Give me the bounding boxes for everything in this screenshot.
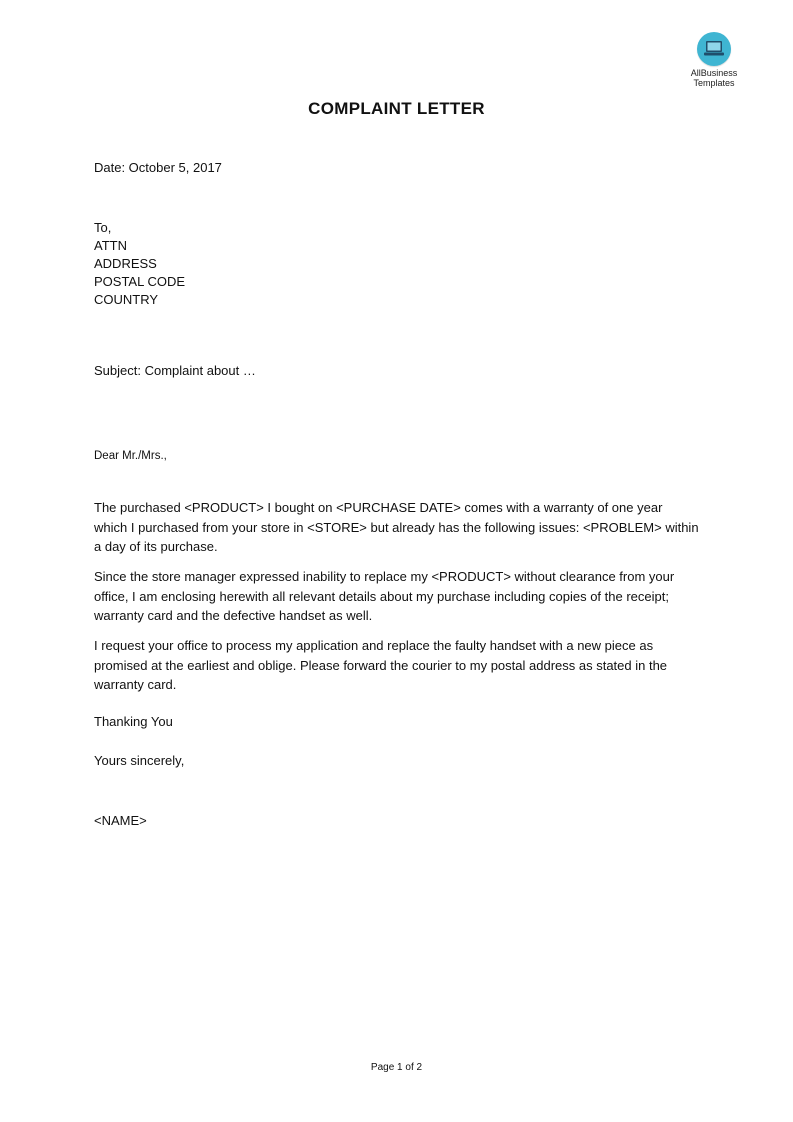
signature-name: <NAME> — [94, 813, 147, 828]
brand-name — [682, 68, 746, 88]
subject-line: Subject: Complaint about … — [94, 363, 256, 378]
brand-logo[interactable] — [682, 32, 746, 88]
brand-name-line2: Templates — [693, 78, 735, 88]
greeting-line: Dear Mr./Mrs., — [94, 450, 167, 462]
closing-line: Yours sincerely, — [94, 753, 185, 768]
recipient-attn: ATTN — [94, 238, 127, 253]
brand-name-line1: AllBusiness — [690, 68, 738, 78]
recipient-postal-code: POSTAL CODE — [94, 274, 186, 289]
body-paragraph-3: I request your office to process my application and replace the faulty handset with a new piece as promised at the earliest and oblige. Please forward the courier to my postal address as stated in the warranty card. — [94, 638, 668, 692]
recipient-address: ADDRESS — [94, 256, 157, 271]
body-paragraph-1: The purchased <PRODUCT> I bought on <PURCHASE DATE> comes with a warranty of one year which I purchased from your store in <STORE> but already has the following issues: <PROBLEM> within a day of its purchase. — [94, 500, 699, 554]
date-line: Date: October 5, 2017 — [94, 160, 222, 175]
page-number: Page 1 of 2 — [370, 1062, 423, 1073]
letter-title: COMPLAINT LETTER — [308, 99, 485, 118]
body-paragraph-2: Since the store manager expressed inability to replace my <PRODUCT> without clearance from your office, I am enclosing herewith all relevant details about my purchase including copies of the receipt; warranty card and the defective handset as well. — [94, 569, 675, 623]
thanks-line: Thanking You — [94, 714, 173, 729]
laptop-icon — [697, 32, 731, 66]
recipient-country: COUNTRY — [94, 292, 159, 307]
recipient-to: To, — [94, 220, 112, 235]
